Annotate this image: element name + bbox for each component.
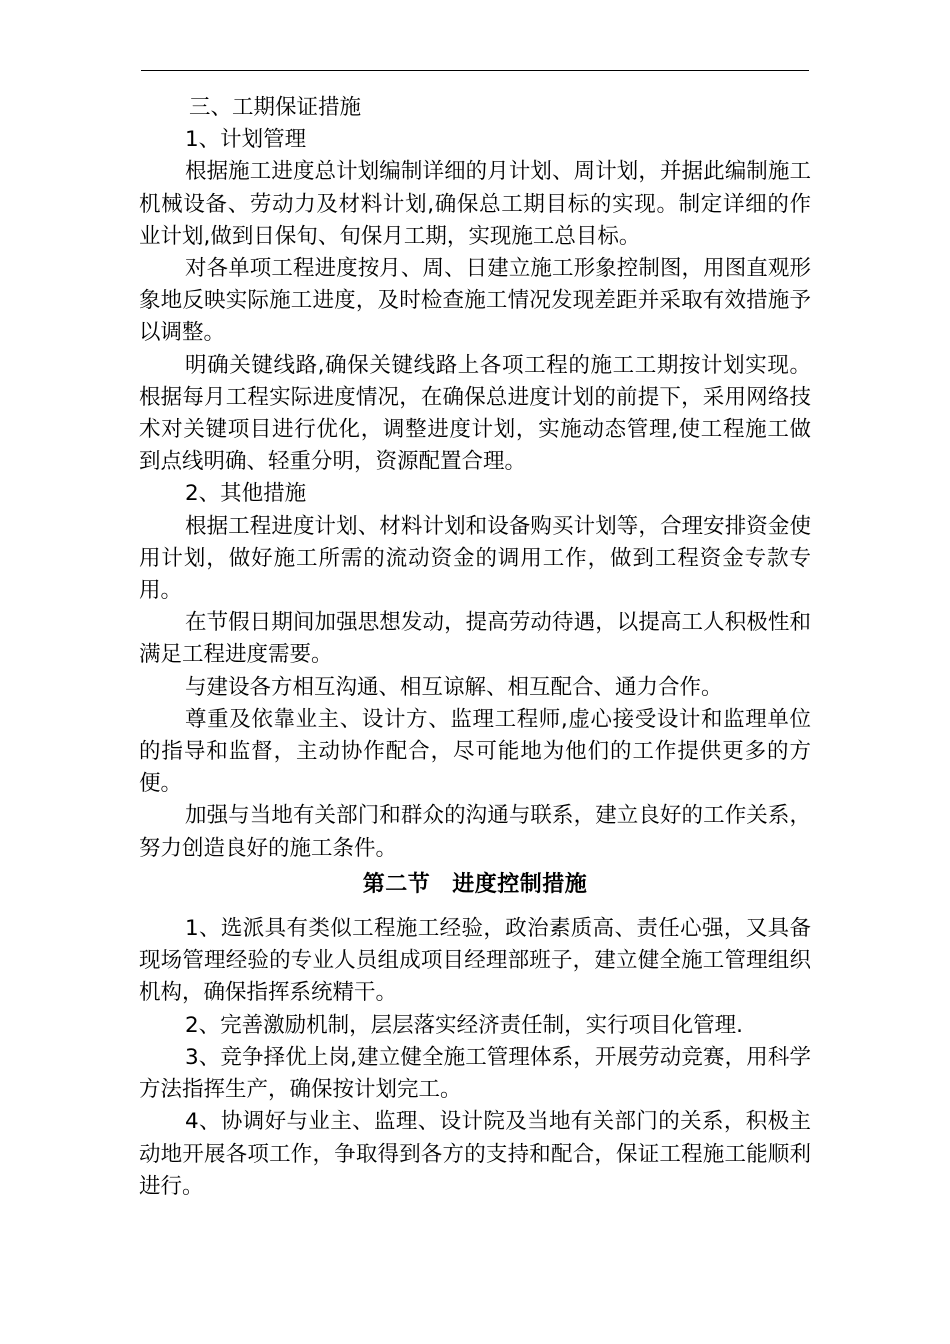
measure-item: 1、选派具有类似工程施工经验，政治素质高、责任心强，又具备现场管理经验的专业人员组成项目经理部班子，建立健全施工管理组织机构，确保指挥系统精干。 xyxy=(139,916,811,1006)
paragraph: 根据工程进度计划、材料计划和设备购买计划等，合理安排资金使用计划，做好施工所需的流动资金的调用工作，做到工程资金专款专用。 xyxy=(139,513,811,604)
section-title-number: 第二节 xyxy=(362,871,431,897)
paragraph: 在节假日期间加强思想发动，提高劳动待遇，以提高工人积极性和满足工程进度需要。 xyxy=(139,610,811,668)
paragraph: 根据施工进度总计划编制详细的月计划、周计划，并据此编制施工机械设备、劳动力及材料计划,确保总工期目标的实现。制定详细的作业计划,做到日保旬、旬保月工期，实现施工总目标。 xyxy=(139,159,811,249)
section-title xyxy=(139,869,811,901)
subsection-heading-plan: 1、计划管理 xyxy=(185,127,307,153)
measure-item: 3、竞争择优上岗,建立健全施工管理体系，开展劳动竞赛，用科学方法指挥生产，确保按计划完工。 xyxy=(139,1044,811,1103)
section-title-text: 进度控制措施 xyxy=(452,871,588,897)
document-body xyxy=(139,92,811,1203)
measure-item: 2、完善激励机制，层层落实经济责任制，实行项目化管理. xyxy=(185,1012,744,1038)
subsection-heading-other: 2、其他措施 xyxy=(185,481,307,507)
section-heading: 三、工期保证措施 xyxy=(189,95,362,120)
paragraph: 尊重及依靠业主、设计方、监理工程师,虚心接受设计和监理单位的指导和监督，主动协作配合，尽可能地为他们的工作提供更多的方便。 xyxy=(139,706,811,797)
measure-item: 4、协调好与业主、监理、设计院及当地有关部门的关系，积极主动地开展各项工作，争取得到各方的支持和配合，保证工程施工能顺利进行。 xyxy=(139,1109,811,1199)
header-rule xyxy=(141,70,809,71)
paragraph: 明确关键线路,确保关键线路上各项工程的施工工期按计划实现。根据每月工程实际进度情况，在确保总进度计划的前提下，采用网络技术对关键项目进行优化，调整进度计划，实施动态管理,使工程施工做到点线明确、轻重分明，资源配置合理。 xyxy=(139,352,811,475)
paragraph: 对各单项工程进度按月、周、日建立施工形象控制图，用图直观形象地反映实际施工进度，及时检查施工情况发现差距并采取有效措施予以调整。 xyxy=(139,256,811,346)
paragraph: 加强与当地有关部门和群众的沟通与联系，建立良好的工作关系，努力创造良好的施工条件。 xyxy=(139,803,811,861)
paragraph: 与建设各方相互沟通、相互谅解、相互配合、通力合作。 xyxy=(185,674,723,700)
